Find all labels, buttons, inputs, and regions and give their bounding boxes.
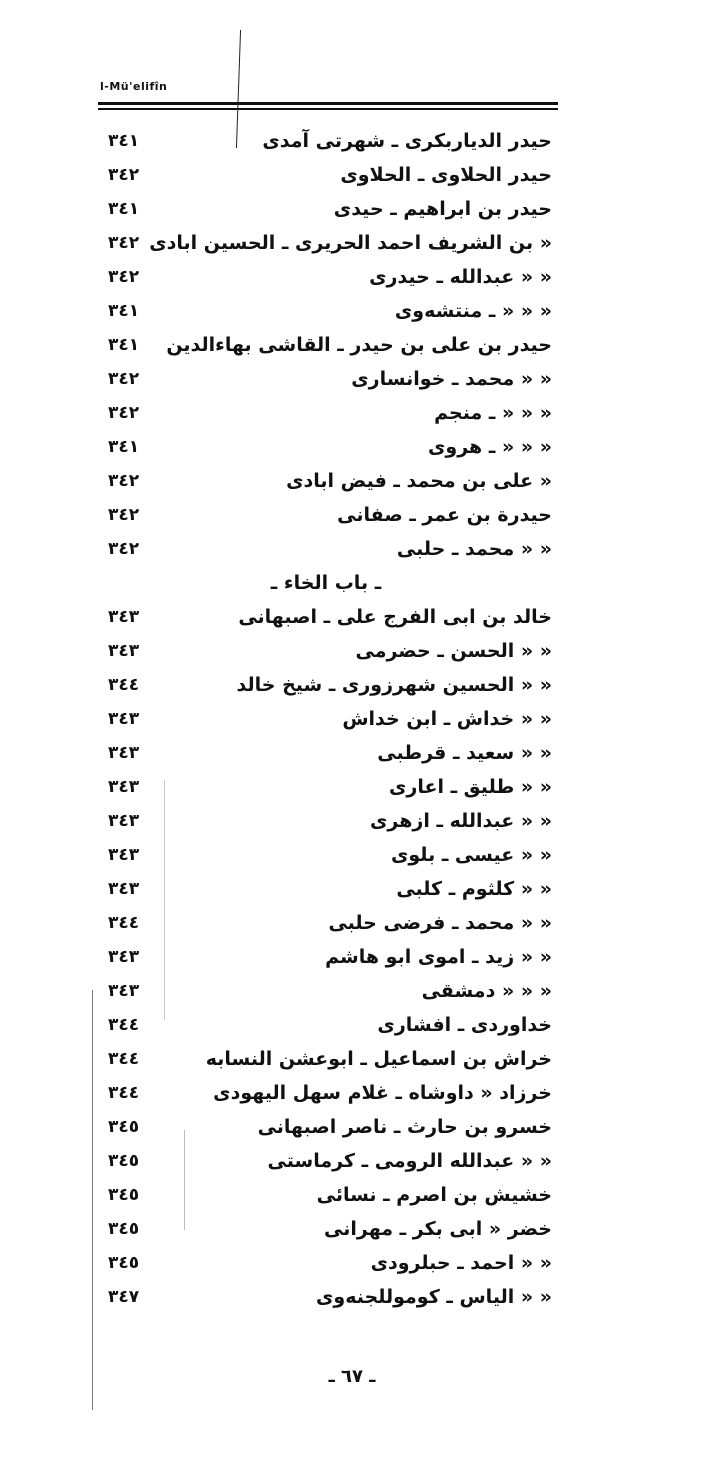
index-row [100, 192, 552, 226]
entry-name: « « « ـ هروى [428, 436, 552, 458]
entry-page-number: ٣٤٣ [108, 709, 140, 729]
index-row [100, 1008, 552, 1042]
index-row [100, 804, 552, 838]
entry-name: خالد بن ابى الفرج على ـ اصبهانى [238, 606, 552, 628]
entry-name: خراش بن اسماعيل ـ ابوعشن النسابه [205, 1048, 552, 1070]
entry-name: حيدرة بن عمر ـ صفانى [337, 504, 552, 526]
entry-page-number: ٣٤٤ [108, 913, 140, 933]
index-row [100, 1110, 552, 1144]
entry-name: « « « ـ منجم [434, 402, 552, 424]
entry-page-number: ٣٤٢ [108, 369, 140, 389]
index-row [100, 906, 552, 940]
entry-name: « « خداش ـ ابن خداش [342, 708, 552, 730]
entry-name: « « طليق ـ اعارى [388, 776, 552, 798]
entry-page-number: ٣٤٢ [108, 539, 140, 559]
entry-page-number: ٣٤١ [108, 437, 140, 457]
entry-page-number: ٣٤٢ [108, 267, 140, 287]
index-row [100, 1042, 552, 1076]
entry-page-number: ٣٤٣ [108, 845, 140, 865]
index-row [100, 736, 552, 770]
index-row [100, 430, 552, 464]
entry-name: « على بن محمد ـ فيض ابادى [286, 470, 552, 492]
entry-name: « « الحسن ـ حضرمى [355, 640, 552, 662]
running-head: l-Mü'elifîn [100, 80, 168, 93]
index-row [100, 1076, 552, 1110]
entry-name: « « عبدالله ـ حيدرى [369, 266, 552, 288]
index-row [100, 940, 552, 974]
index-row [100, 464, 552, 498]
index-row [100, 1144, 552, 1178]
entry-page-number: ٣٤٤ [108, 1049, 140, 1069]
entry-page-number: ٣٤٣ [108, 981, 140, 1001]
entry-page-number: ٣٤٥ [108, 1117, 140, 1137]
entry-name: خداوردى ـ افشارى [377, 1014, 552, 1036]
index-row [100, 668, 552, 702]
entry-name: حيدر الدياربكرى ـ شهرتى آمدى [262, 130, 552, 152]
entry-page-number: ٣٤٣ [108, 641, 140, 661]
entry-page-number: ٣٤١ [108, 131, 140, 151]
entry-page-number: ٣٤٣ [108, 947, 140, 967]
entry-page-number: ٣٤٥ [108, 1253, 140, 1273]
entry-name: « « محمد ـ حلبى [396, 538, 552, 560]
index-row [100, 532, 552, 566]
entry-page-number: ٣٤٤ [108, 1015, 140, 1035]
header-rule-second [98, 108, 558, 110]
index-row [100, 634, 552, 668]
entry-name: « « محمد ـ خوانسارى [351, 368, 552, 390]
index-row [100, 838, 552, 872]
entry-name: « « « ـ منتشه‌وى [394, 300, 552, 322]
index-row [100, 600, 552, 634]
entry-page-number: ٣٤٥ [108, 1151, 140, 1171]
section-title: ـ باب الخاء ـ [270, 572, 382, 594]
entry-page-number: ٣٤١ [108, 301, 140, 321]
entry-page-number: ٣٤٢ [108, 233, 140, 253]
index-row [100, 702, 552, 736]
entry-page-number: ٣٤١ [108, 199, 140, 219]
entry-name: « « احمد ـ حبلرودى [370, 1252, 552, 1274]
entry-name: خشيش بن اصرم ـ نسائى [316, 1184, 552, 1206]
entry-page-number: ٣٤٢ [108, 403, 140, 423]
entry-page-number: ٣٤١ [108, 335, 140, 355]
index-row [100, 1246, 552, 1280]
entry-name: « « عيسى ـ بلوى [390, 844, 552, 866]
entry-name: « « الياس ـ كوموللجنه‌وى [316, 1286, 552, 1308]
entry-name: « « عبدالله ـ ازهرى [370, 810, 552, 832]
index-row [100, 770, 552, 804]
index-row [100, 1212, 552, 1246]
index-entries [100, 124, 552, 1314]
index-row [100, 328, 552, 362]
scan-artifact-line [92, 990, 93, 1410]
index-row [100, 974, 552, 1008]
entry-name: خرزاد « داوشاه ـ غلام سهل اليهودى [213, 1082, 552, 1104]
entry-page-number: ٣٤٧ [108, 1287, 140, 1307]
entry-page-number: ٣٤٣ [108, 811, 140, 831]
entry-page-number: ٣٤٣ [108, 607, 140, 627]
header-rule [98, 102, 558, 105]
entry-name: حيدر بن على بن حيدر ـ القاشى بهاءالدين [166, 334, 552, 356]
index-row [100, 124, 552, 158]
section-heading [100, 566, 552, 600]
entry-name: « « « دمشقى [421, 980, 552, 1002]
entry-page-number: ٣٤٥ [108, 1219, 140, 1239]
entry-name: خسرو بن حارث ـ ناصر اصبهانى [257, 1116, 552, 1138]
index-row [100, 1178, 552, 1212]
index-row [100, 872, 552, 906]
entry-page-number: ٣٤٣ [108, 879, 140, 899]
entry-page-number: ٣٤٣ [108, 743, 140, 763]
entry-name: « « كلثوم ـ كلبى [396, 878, 552, 900]
entry-page-number: ٣٤٤ [108, 675, 140, 695]
entry-page-number: ٣٤٢ [108, 165, 140, 185]
entry-name: « بن الشريف احمد الحريرى ـ الحسين ابادى [149, 232, 552, 254]
entry-name: خضر « ابى بكر ـ مهرانى [324, 1218, 552, 1240]
index-row [100, 498, 552, 532]
index-row [100, 294, 552, 328]
entry-page-number: ٣٤٤ [108, 1083, 140, 1103]
entry-page-number: ٣٤٥ [108, 1185, 140, 1205]
entry-name: « « الحسين شهرزورى ـ شيخ خالد [236, 674, 552, 696]
entry-page-number: ٣٤٣ [108, 777, 140, 797]
index-row [100, 226, 552, 260]
page-number-footer: ـ ٦٧ ـ [328, 1366, 376, 1387]
index-row [100, 1280, 552, 1314]
index-row [100, 260, 552, 294]
entry-name: « « محمد ـ فرضى حلبى [328, 912, 552, 934]
entry-page-number: ٣٤٢ [108, 471, 140, 491]
entry-name: « « زيد ـ اموى ابو هاشم [325, 946, 552, 968]
entry-name: « « سعيد ـ قرطبى [377, 742, 552, 764]
entry-name: حيدر بن ابراهيم ـ حيدى [333, 198, 552, 220]
index-row [100, 158, 552, 192]
entry-name: « « عبدالله الرومى ـ كرماستى [267, 1150, 552, 1172]
index-row [100, 362, 552, 396]
entry-name: حيدر الحلاوى ـ الحلاوى [340, 164, 552, 186]
entry-page-number: ٣٤٢ [108, 505, 140, 525]
index-row [100, 396, 552, 430]
